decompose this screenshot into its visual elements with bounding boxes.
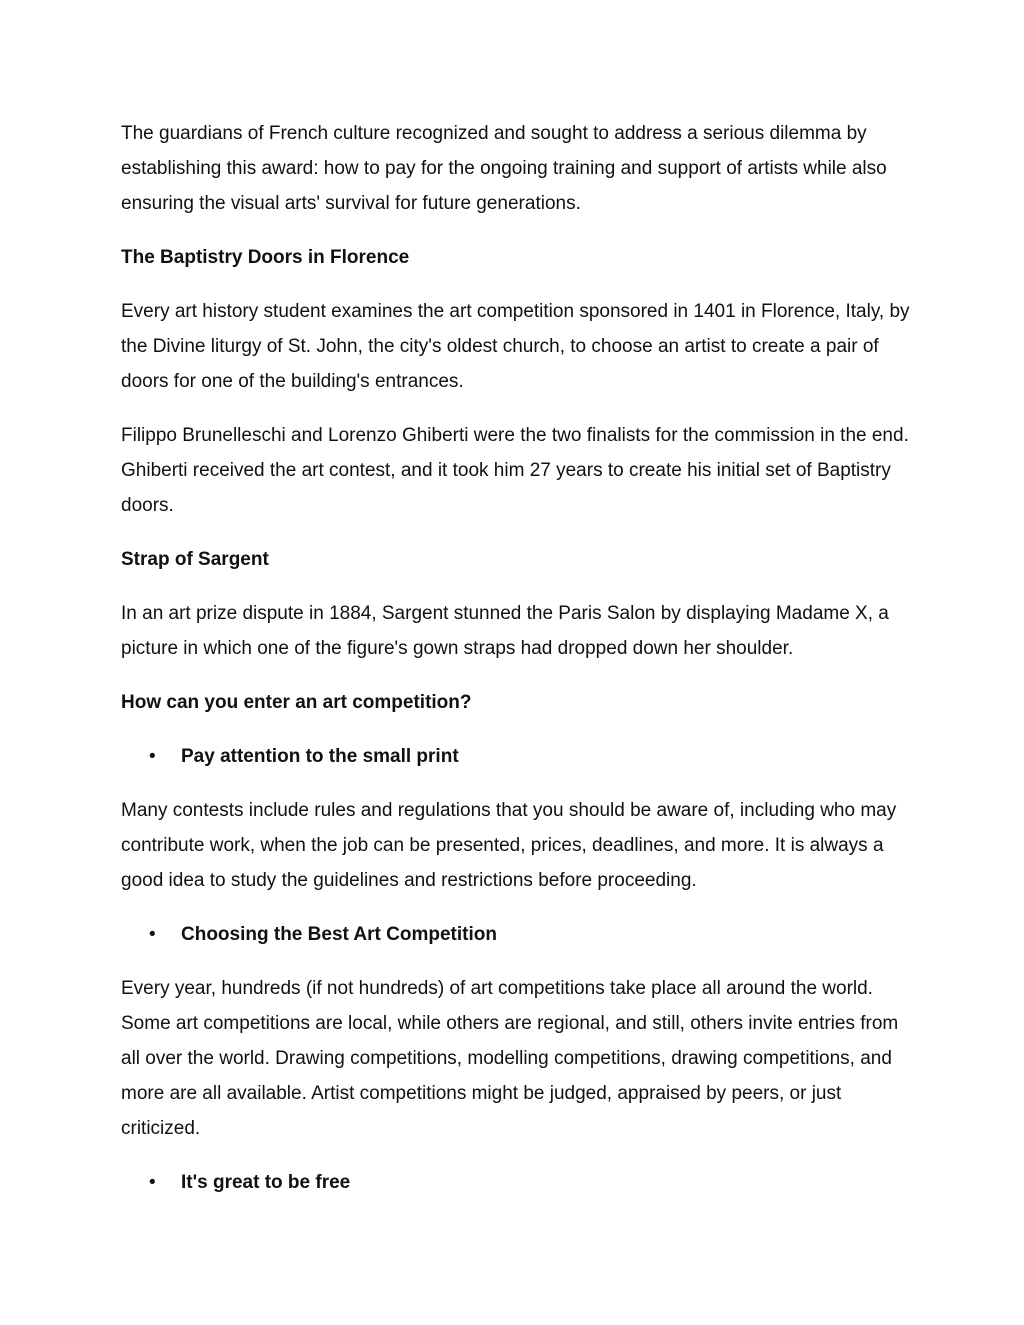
bullet-dot-icon: •	[149, 1172, 156, 1193]
document-body	[121, 116, 911, 1219]
bullet-best-competition-label: Choosing the Best Art Competition	[181, 924, 497, 945]
heading-strap-of-sargent: Strap of Sargent	[121, 549, 269, 570]
heading-baptistry-doors: The Baptistry Doors in Florence	[121, 247, 410, 268]
sargent-paragraph: In an art prize dispute in 1884, Sargent stunned the Paris Salon by displaying Madame X, a picture in which one of the figure's gown straps had dropped down her shoulder.	[121, 603, 889, 659]
small-print-paragraph: Many contests include rules and regulations that you should be aware of, including who may contribute work, when the job can be presented, prices, deadlines, and more. It is always a good idea to study the guidelines and restrictions before proceeding.	[121, 800, 897, 891]
intro-paragraph: The guardians of French culture recognized and sought to address a serious dilemma by establishing this award: how to pay for the ongoing training and support of artists while also ensuring the visual arts' survival for future generations.	[121, 123, 887, 214]
baptistry-paragraph-1: Every art history student examines the art competition sponsored in 1401 in Florence, Italy, by the Divine liturgy of St. John, the city's oldest church, to choose an artist to create a pair of doors for one of the building's entrances.	[121, 301, 910, 392]
best-competition-paragraph: Every year, hundreds (if not hundreds) of art competitions take place all around the world. Some art competitions are local, while others are regional, and still, others invite entries from all over the world. Drawing competitions, modelling competitions, drawing competitions, and more are all available. Artist competitions might be judged, appraised by peers, or just criticized.	[121, 978, 899, 1139]
bullet-dot-icon: •	[149, 746, 156, 767]
heading-enter-competition: How can you enter an art competition?	[121, 692, 472, 713]
bullet-best-competition	[121, 917, 911, 952]
bullet-small-print-label: Pay attention to the small print	[181, 746, 459, 767]
bullet-free	[121, 1165, 911, 1200]
bullet-dot-icon: •	[149, 924, 156, 945]
bullet-free-label: It's great to be free	[181, 1172, 351, 1193]
bullet-small-print	[121, 739, 911, 774]
baptistry-paragraph-2: Filippo Brunelleschi and Lorenzo Ghiberti were the two finalists for the commission in the end. Ghiberti received the art contest, and it took him 27 years to create his initial set of Baptistry doors.	[121, 425, 909, 516]
